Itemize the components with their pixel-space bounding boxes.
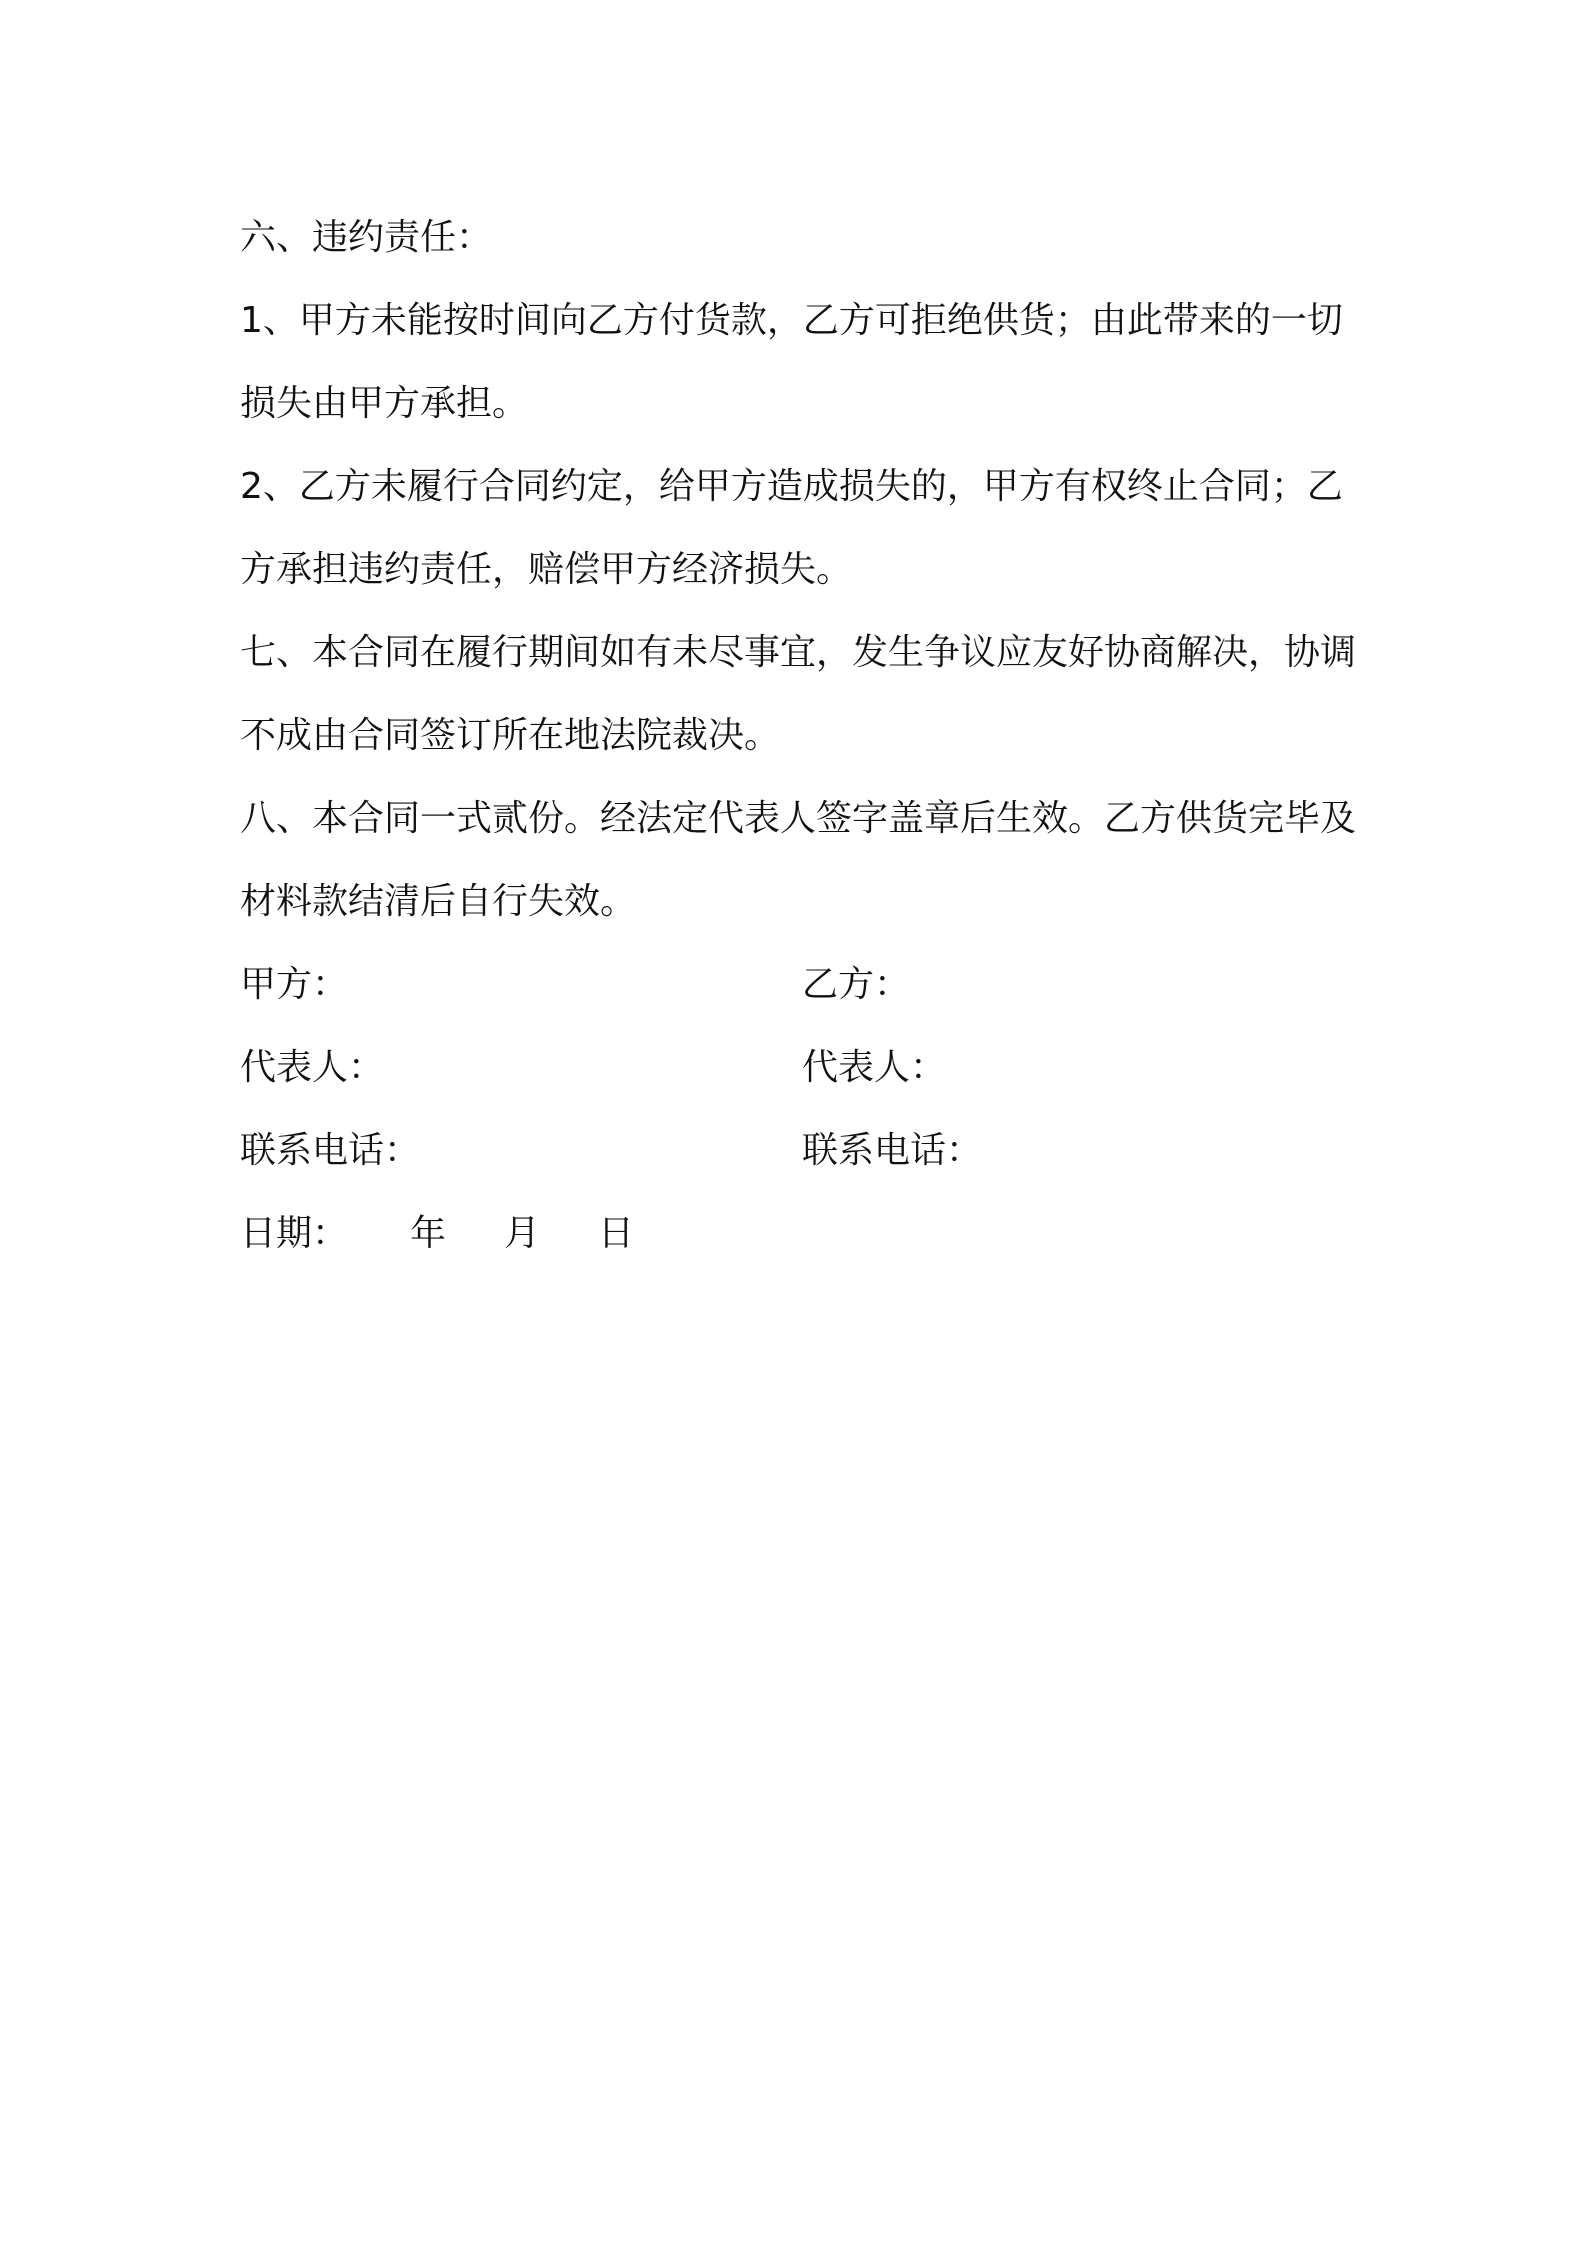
phone-b-label: 联系电话： (802, 1130, 983, 1171)
section6-item2: 2、乙方未履行合同约定，给甲方造成损失的，甲方有权终止合同；乙方承担违约责任，赔偿甲方经济损失。 (240, 466, 1343, 590)
party-b-label: 乙方： (802, 964, 911, 1005)
party-a-label: 甲方： (240, 964, 349, 1005)
representative-row (240, 1026, 1360, 1109)
section8-clause: 八、本合同一式贰份。经法定代表人签字盖章后生效。乙方供货完毕及材料款结清后自行失效。 (240, 798, 1357, 922)
contract-body (240, 196, 1360, 1275)
date-month: 月 (504, 1213, 541, 1254)
phone-a-label: 联系电话： (240, 1130, 421, 1171)
date-label: 日期： (240, 1213, 349, 1254)
rep-a-label: 代表人： (240, 1047, 385, 1088)
section6-item1: 1、甲方未能按时间向乙方付货款，乙方可拒绝供货；由此带来的一切损失由甲方承担。 (240, 300, 1343, 424)
section6-heading: 六、违约责任： (240, 217, 493, 258)
date-year: 年 (410, 1213, 447, 1254)
phone-row (240, 1109, 1360, 1192)
rep-b-label: 代表人： (802, 1047, 947, 1088)
date-row (240, 1192, 1360, 1275)
section7-clause: 七、本合同在履行期间如有未尽事宜，发生争议应友好协商解决，协调不成由合同签订所在地法院裁决。 (240, 632, 1357, 756)
date-day: 日 (598, 1213, 635, 1254)
party-row (240, 943, 1360, 1026)
